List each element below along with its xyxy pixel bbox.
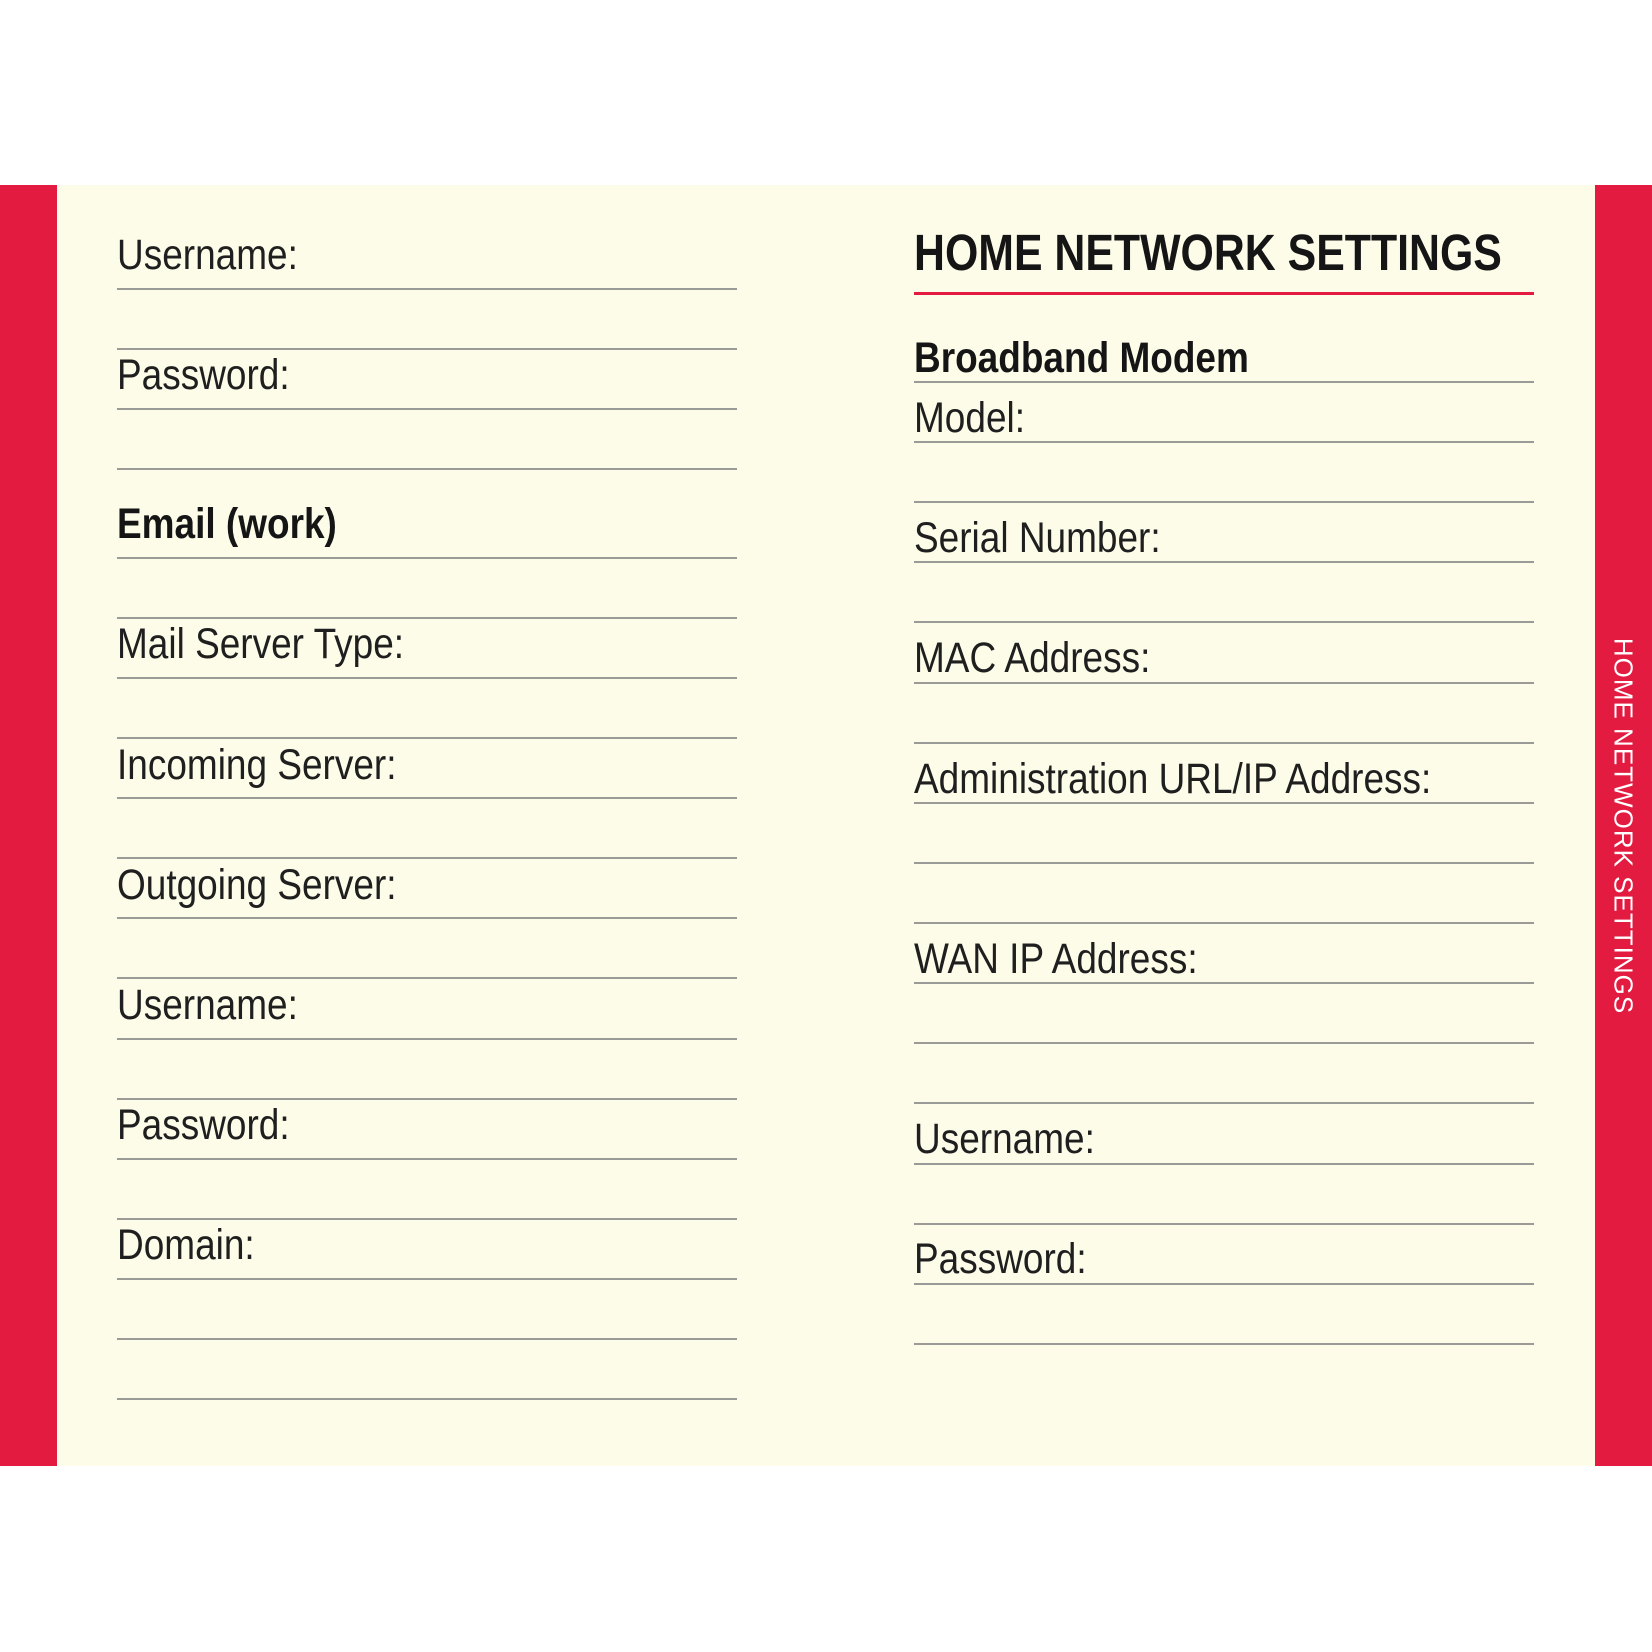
write-line[interactable] <box>914 1042 1534 1044</box>
write-line[interactable] <box>914 742 1534 744</box>
field-label-password: Password: <box>117 351 290 399</box>
field-label-username: Username: <box>117 231 298 279</box>
field-label-administration-url: Administration URL/IP Address: <box>914 755 1432 803</box>
write-line[interactable] <box>914 982 1534 984</box>
write-line[interactable] <box>914 862 1534 864</box>
write-line[interactable] <box>117 557 737 559</box>
write-line[interactable] <box>914 501 1534 503</box>
write-line[interactable] <box>914 922 1534 924</box>
right-page <box>914 185 1534 1466</box>
left-page-edge <box>0 185 57 1466</box>
field-label-password: Password: <box>914 1235 1087 1283</box>
write-line[interactable] <box>914 381 1534 383</box>
field-label-username: Username: <box>117 981 298 1029</box>
field-label-incoming-server: Incoming Server: <box>117 741 397 789</box>
write-line[interactable] <box>914 1223 1534 1225</box>
write-line[interactable] <box>914 621 1534 623</box>
title-underline <box>914 292 1534 295</box>
write-line[interactable] <box>117 797 737 799</box>
section-heading-broadband-modem: Broadband Modem <box>914 334 1249 382</box>
write-line[interactable] <box>117 288 737 290</box>
write-line[interactable] <box>117 408 737 410</box>
page-title: HOME NETWORK SETTINGS <box>914 224 1502 281</box>
field-label-mac-address: MAC Address: <box>914 634 1151 682</box>
left-page <box>117 185 737 1466</box>
field-label-wan-ip-address: WAN IP Address: <box>914 935 1198 983</box>
field-label-password: Password: <box>117 1101 290 1149</box>
notebook-spread <box>0 185 1652 1466</box>
field-label-outgoing-server: Outgoing Server: <box>117 861 397 909</box>
write-line[interactable] <box>117 1398 737 1400</box>
write-line[interactable] <box>117 1038 737 1040</box>
write-line[interactable] <box>914 682 1534 684</box>
write-line[interactable] <box>914 1163 1534 1165</box>
field-label-serial-number: Serial Number: <box>914 514 1161 562</box>
write-line[interactable] <box>914 1102 1534 1104</box>
section-heading-email-work: Email (work) <box>117 500 337 548</box>
field-label-username: Username: <box>914 1115 1095 1163</box>
write-line[interactable] <box>117 1158 737 1160</box>
field-label-model: Model: <box>914 394 1026 442</box>
side-tab-label: HOME NETWORK SETTINGS <box>1608 637 1639 1015</box>
write-line[interactable] <box>117 468 737 470</box>
write-line[interactable] <box>914 1343 1534 1345</box>
write-line[interactable] <box>914 561 1534 563</box>
write-line[interactable] <box>914 1283 1534 1285</box>
write-line[interactable] <box>117 1278 737 1280</box>
write-line[interactable] <box>117 917 737 919</box>
write-line[interactable] <box>914 441 1534 443</box>
field-label-domain: Domain: <box>117 1221 255 1269</box>
write-line[interactable] <box>117 1338 737 1340</box>
field-label-mail-server-type: Mail Server Type: <box>117 620 405 668</box>
write-line[interactable] <box>117 677 737 679</box>
write-line[interactable] <box>914 802 1534 804</box>
